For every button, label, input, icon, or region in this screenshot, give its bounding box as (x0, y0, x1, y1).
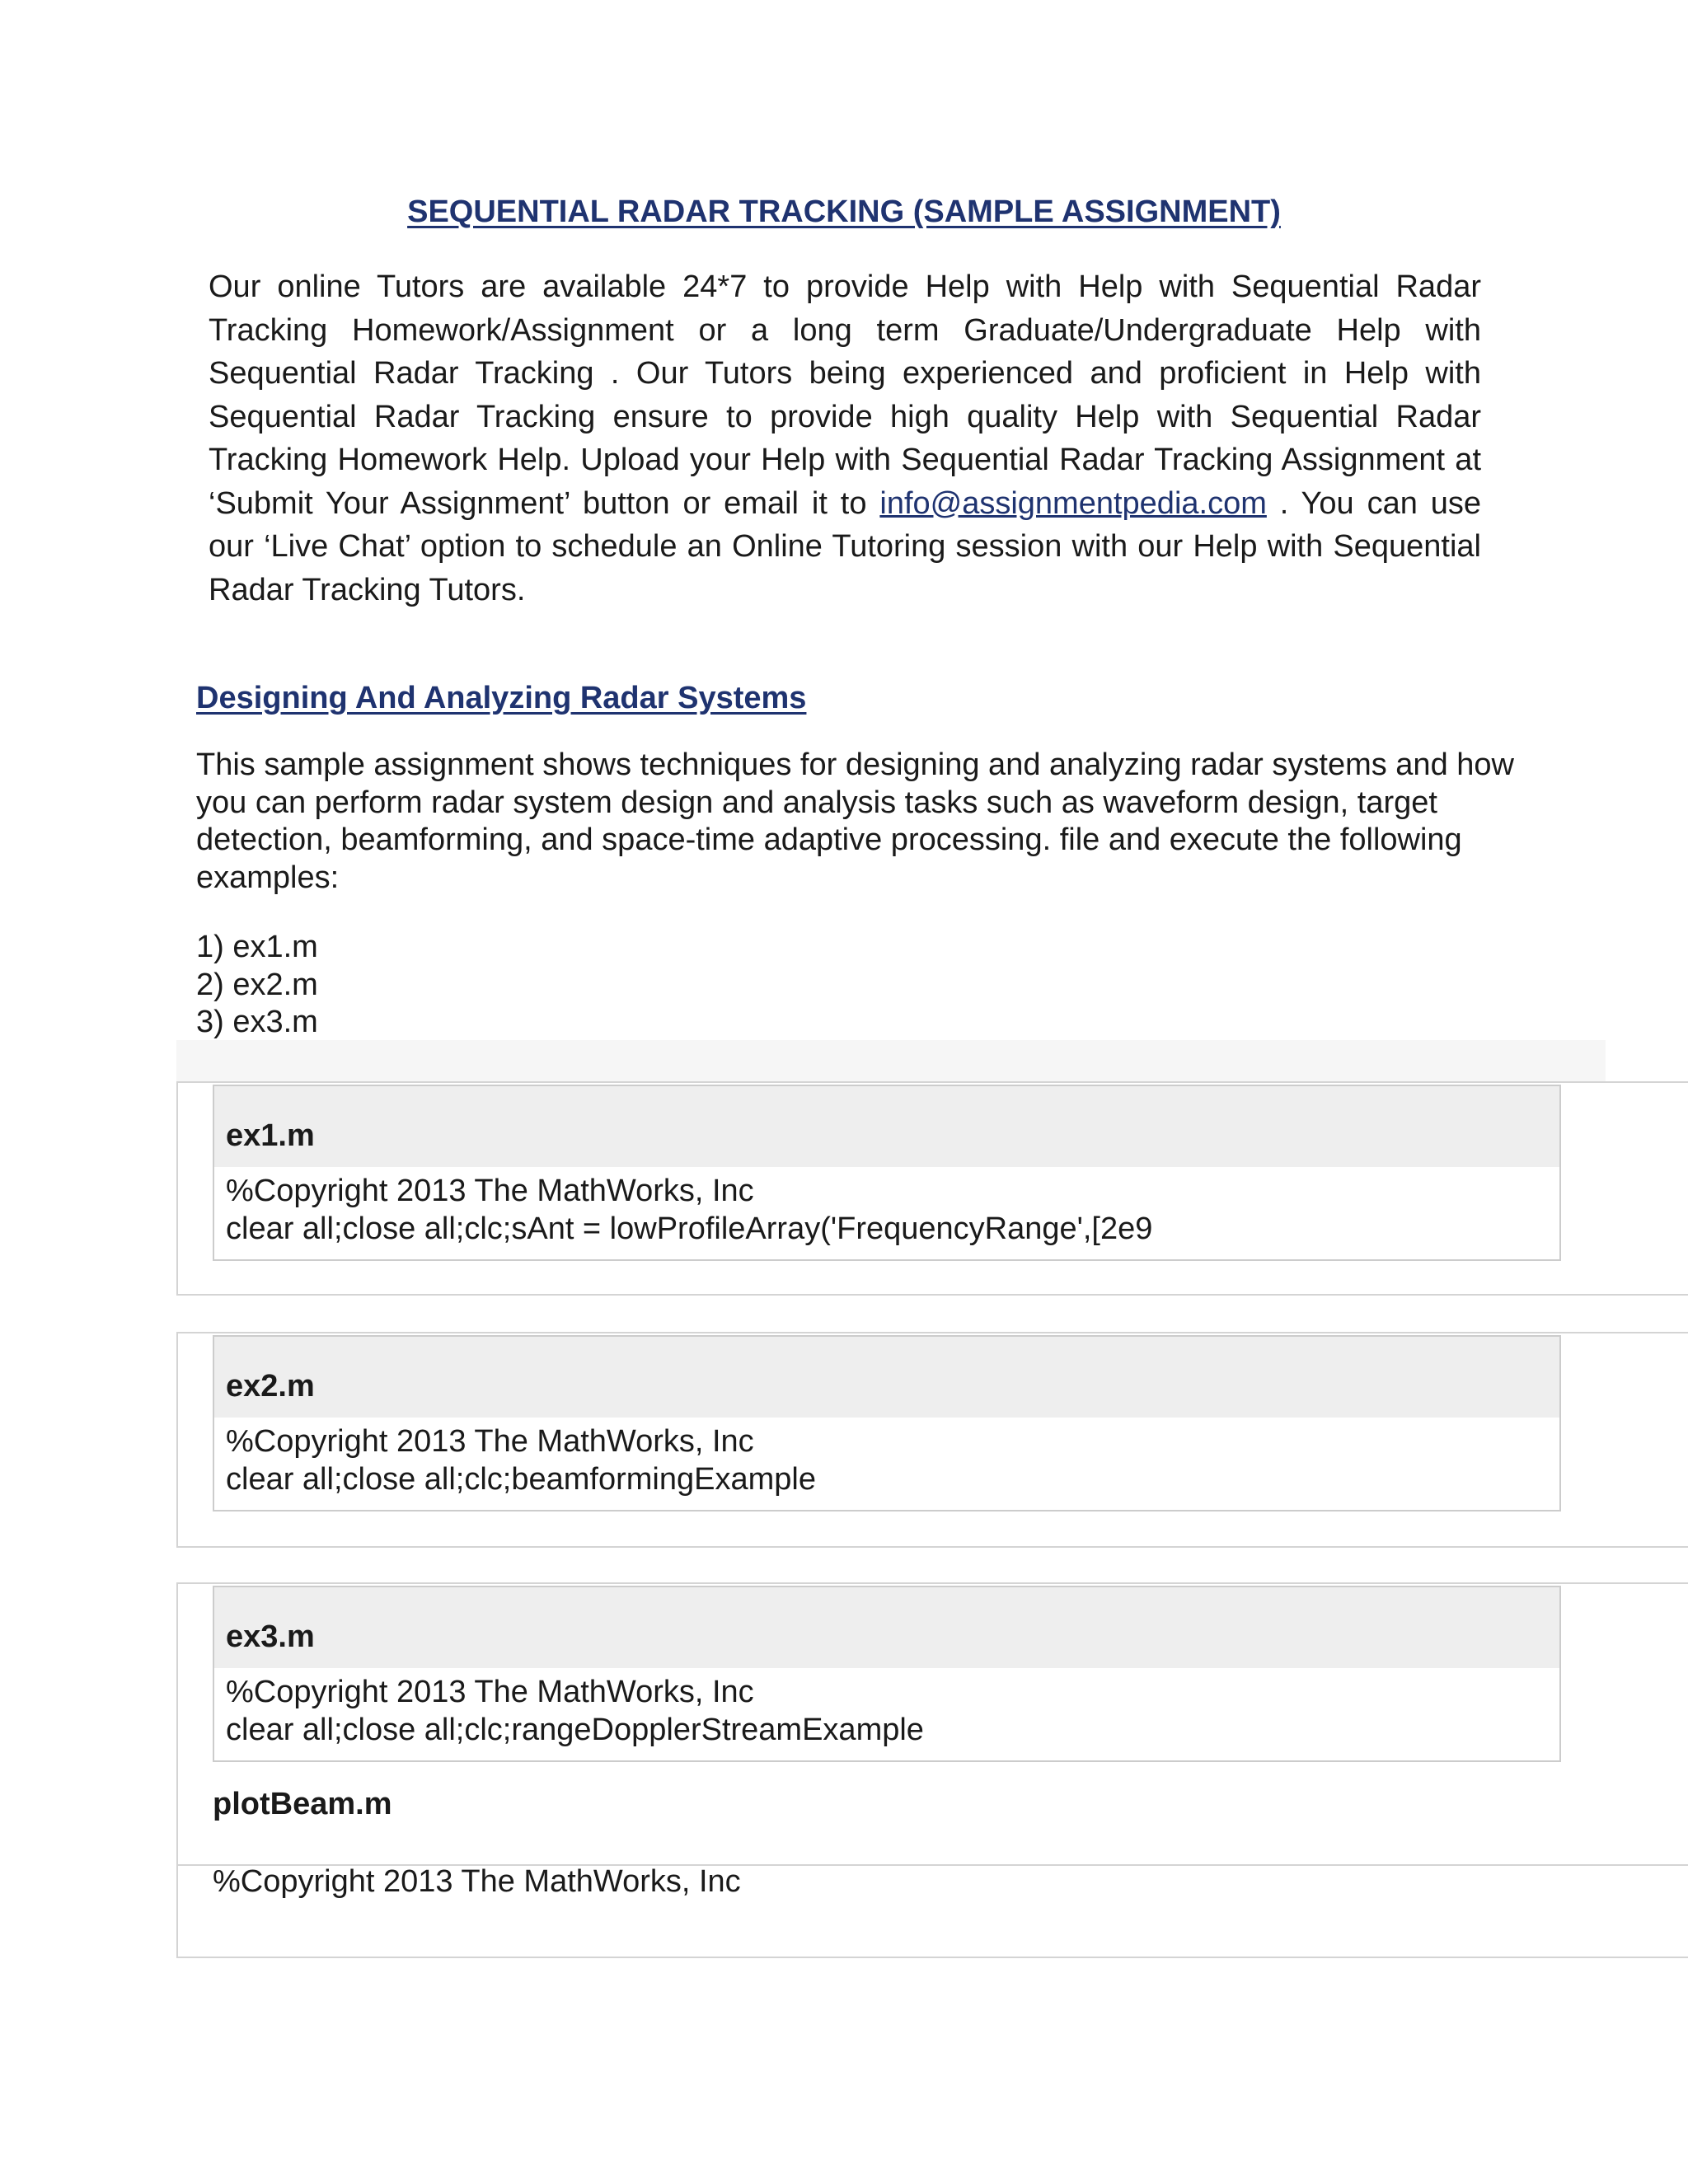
example-item: 2) ex2.m (196, 967, 318, 1002)
intro-paragraph (209, 265, 1481, 612)
code-file-name: ex1.m (214, 1086, 1559, 1167)
code-file-card (213, 1335, 1561, 1511)
code-line: %Copyright 2013 The MathWorks, Inc (226, 1675, 754, 1709)
intro-text-continued: . You can use our ‘Live Chat’ option to schedule an Online Tutoring session with our Help with Sequential Radar Tracking Tutors. (209, 485, 1481, 607)
code-file-name: ex3.m (214, 1587, 1559, 1668)
code-line: %Copyright 2013 The MathWorks, Inc (226, 1174, 754, 1208)
code-file-card (213, 1586, 1561, 1762)
code-line: clear all;close all;clc;beamformingExample (226, 1462, 816, 1497)
sample-description: This sample assignment shows techniques for designing and analyzing radar systems and how you can perform radar system design and analysis tasks such as waveform design, target detection, beamforming, and space-time adaptive processing. file and execute the following examples: (196, 748, 1514, 895)
page-title: SEQUENTIAL RADAR TRACKING (SAMPLE ASSIGNMENT) (407, 194, 1281, 229)
plot-code-line: %Copyright 2013 The MathWorks, Inc (213, 1864, 741, 1899)
plot-file-name: plotBeam.m (213, 1787, 392, 1821)
code-file-body (214, 1418, 1559, 1498)
code-area-top-strip (176, 1040, 1606, 1081)
example-item: 3) ex3.m (196, 1005, 318, 1039)
code-file-card (213, 1085, 1561, 1261)
code-line: %Copyright 2013 The MathWorks, Inc (226, 1424, 754, 1459)
code-file-body (214, 1668, 1559, 1749)
section-heading: Designing And Analyzing Radar Systems (196, 681, 807, 715)
code-file-name: ex2.m (214, 1337, 1559, 1418)
example-item: 1) ex1.m (196, 930, 318, 964)
code-line: clear all;close all;clc;sAnt = lowProfileArray('FrequencyRange',[2e9 (226, 1212, 1153, 1246)
intro-text: Our online Tutors are available 24*7 to provide Help with Help with Sequential Radar Tracking Homework/Assignment or a long term Graduate/Undergraduate Help with Sequential Radar Tracking . Our Tutors being experienced and proficient in Help with Sequential Radar Tracking ensure to provide high quality Help with Sequential Radar Tracking Homework Help. Upload your Help with Sequential Radar Tracking Assignment at ‘Submit Your Assignment’ button or email it to (209, 269, 1481, 521)
code-file-body (214, 1167, 1559, 1248)
email-link[interactable]: info@assignmentpedia.com (879, 485, 1267, 521)
code-line: clear all;close all;clc;rangeDopplerStreamExample (226, 1713, 924, 1747)
example-list (196, 929, 318, 1042)
